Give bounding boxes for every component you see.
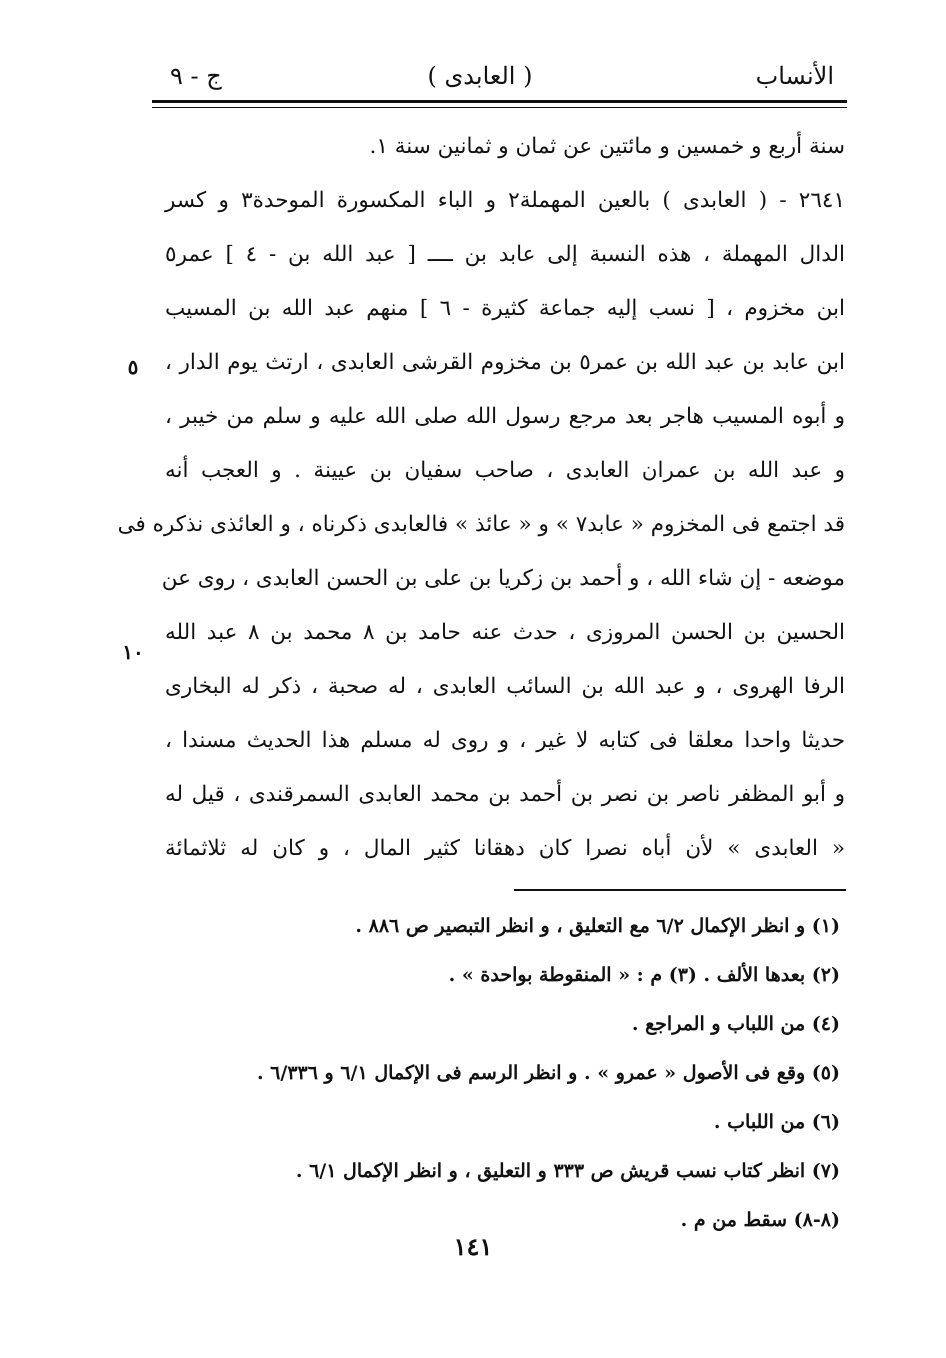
footnote: (١) و انظر الإكمال ٦/٢ مع التعليق ، و انظر التبصير ص ٨٨٦ . bbox=[355, 915, 840, 937]
running-header-entry-title: ( العابدى ) bbox=[427, 62, 533, 90]
text-line: ابن مخزوم ، [ نسب إليه جماعة كثيرة - ٦ ] منهم عبد الله بن المسيب bbox=[165, 296, 845, 321]
text-line-entry-start: ٢٦٤١ - ( العابدى ) بالعين المهملة٢ و الباء المكسورة الموحدة٣ و كسر bbox=[165, 188, 845, 213]
line-number-10: ١٠ bbox=[122, 640, 144, 664]
text-line: ابن عابد بن عبد الله بن عمر٥ بن مخزوم القرشى العابدى ، ارتث يوم الدار ، bbox=[165, 350, 845, 375]
footnote: (٢) بعدها الألف . (٣) م : « المنقوطة بواحدة » . bbox=[448, 964, 840, 986]
text-line: موضعه - إن شاء الله ، و أحمد بن زكريا بن على بن الحسن العابدى ، روى عن bbox=[161, 566, 845, 591]
footnote-separator bbox=[514, 889, 846, 891]
header-rule-thin bbox=[152, 107, 847, 108]
text-line: و أبو المظفر ناصر بن نصر بن أحمد بن محمد العابدى السمرقندى ، قيل له bbox=[165, 782, 845, 807]
page-number: ١٤١ bbox=[453, 1232, 493, 1261]
text-line: و عبد الله بن عمران العابدى ، صاحب سفيان بن عيينة . و العجب أنه bbox=[165, 458, 845, 483]
text-line: الحسين بن الحسن المروزى ، حدث عنه حامد بن ٨ محمد بن ٨ عبد الله bbox=[165, 620, 845, 645]
footnote: (٦) من اللباب . bbox=[713, 1111, 840, 1133]
text-line: و أبوه المسيب هاجر بعد مرجع رسول الله صلى الله عليه و سلم من خيبر ، bbox=[165, 404, 845, 429]
footnote: (٤) من اللباب و المراجع . bbox=[631, 1013, 840, 1035]
text-line: قد اجتمع فى المخزوم « عابد٧ » و « عائذ » فالعابدى ذكرناه ، و العائذى نذكره فى bbox=[117, 512, 845, 537]
text-line: حديثا واحدا معلقا فى كتابه لا غير ، و روى له مسلم هذا الحديث مسندا ، bbox=[165, 728, 845, 753]
line-number-5: ٥ bbox=[127, 355, 139, 379]
running-header-volume: ج - ٩ bbox=[170, 62, 222, 90]
text-line: « العابدى » لأن أباه نصرا كان دهقانا كثير المال ، و كان له ثلاثمائة bbox=[165, 836, 845, 861]
footnotes bbox=[160, 902, 840, 1245]
footnote: (٧) انظر كتاب نسب قريش ص ٣٣٣ و التعليق ، و انظر الإكمال ٦/١ . bbox=[295, 1160, 840, 1182]
running-header-book-title: الأنساب bbox=[755, 62, 834, 90]
text-line: سنة أربع و خمسين و مائتين عن ثمان و ثمانين سنة ١. bbox=[369, 134, 845, 159]
footnote: (٨-٨) سقط من م . bbox=[680, 1209, 840, 1231]
text-line: الرفا الهروى ، و عبد الله بن السائب العابدى ، له صحبة ، ذكر له البخارى bbox=[165, 674, 845, 699]
footnote: (٥) وقع فى الأصول « عمرو » . و انظر الرسم فى الإكمال ٦/١ و ٦/٣٣٦ . bbox=[256, 1062, 840, 1084]
header-rule-thick bbox=[152, 100, 847, 103]
text-line: الدال المهملة ، هذه النسبة إلى عابد بن ــــ [ عبد الله بن - ٤ ] عمر٥ bbox=[165, 242, 846, 267]
